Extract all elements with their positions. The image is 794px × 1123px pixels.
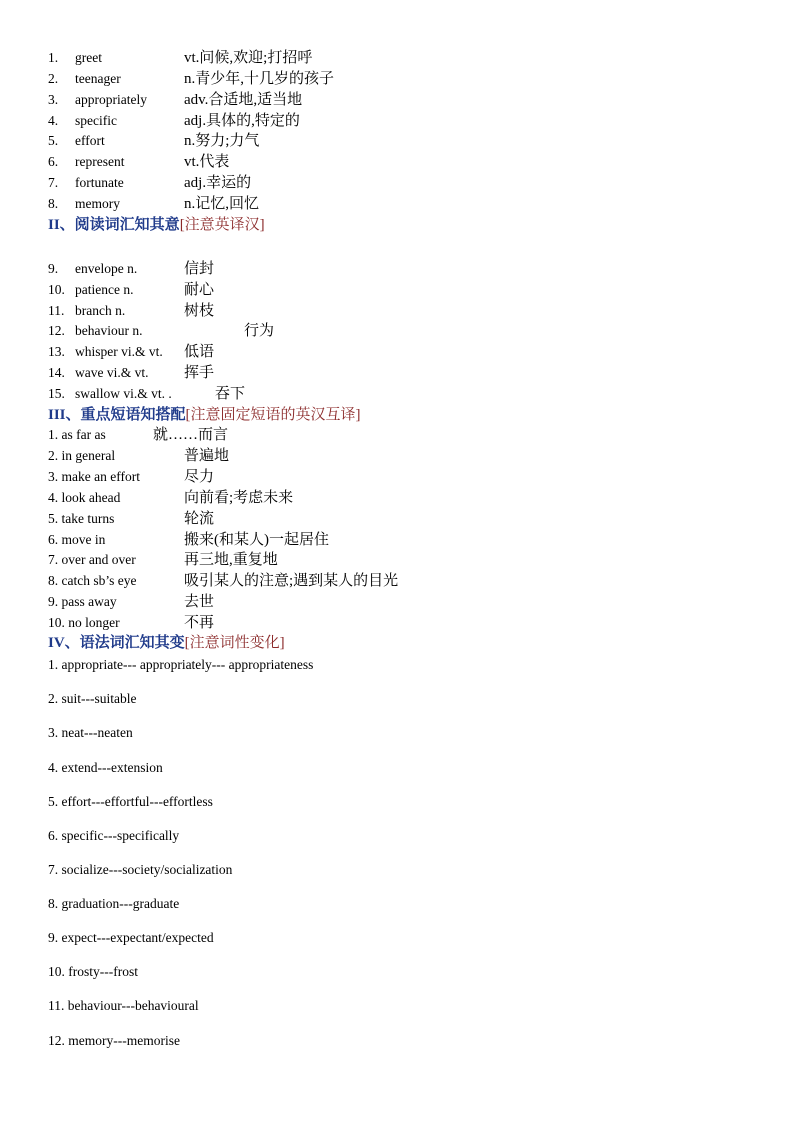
item-phrase: 1. as far as	[48, 427, 106, 442]
list-item: 7. socialize---society/socialization	[48, 862, 233, 877]
list-item: 12. memory---memorise	[48, 1033, 180, 1048]
list-item: 11. behaviour---behavioural	[48, 998, 199, 1013]
list-item: 1. appropriate--- appropriately--- appropriateness	[48, 657, 314, 672]
item-word: teenager	[75, 71, 121, 86]
item-word: behaviour n.	[75, 323, 143, 338]
section3-note: [注意固定短语的英汉互译]	[185, 407, 361, 423]
item-word: effort	[75, 133, 105, 148]
list-item: 8. graduation---graduate	[48, 896, 180, 911]
item-number: 2.	[48, 71, 59, 86]
item-meaning: 再三地,重复地	[184, 552, 278, 568]
item-meaning: 挥手	[184, 365, 215, 381]
item-number: 15.	[48, 386, 65, 401]
item-meaning: 树枝	[184, 303, 215, 319]
item-word: patience n.	[75, 282, 134, 297]
item-meaning: 低语	[184, 344, 215, 360]
item-number: 14.	[48, 365, 65, 380]
item-word: specific	[75, 113, 117, 128]
item-number: 8.	[48, 196, 59, 211]
item-meaning: n.青少年,十几岁的孩子	[184, 71, 335, 87]
item-meaning: 行为	[244, 323, 275, 339]
item-meaning: 吸引某人的注意;遇到某人的目光	[184, 573, 399, 589]
item-phrase: 6. move in	[48, 532, 106, 547]
item-number: 12.	[48, 323, 65, 338]
item-meaning: 向前看;考虑未来	[184, 490, 294, 506]
item-meaning: 耐心	[184, 282, 215, 298]
list-item: 2. suit---suitable	[48, 691, 137, 706]
item-number: 4.	[48, 113, 59, 128]
section2-note: [注意英译汉]	[179, 217, 265, 233]
item-number: 1.	[48, 50, 59, 65]
item-meaning: adj.幸运的	[184, 175, 252, 191]
item-meaning: 去世	[184, 594, 215, 610]
item-meaning: vt.代表	[184, 154, 230, 170]
item-phrase: 2. in general	[48, 448, 116, 463]
item-meaning: n.记忆,回忆	[184, 196, 260, 212]
item-number: 9.	[48, 261, 59, 276]
list-item: 9. expect---expectant/expected	[48, 930, 214, 945]
item-meaning: 轮流	[184, 511, 215, 527]
item-number: 3.	[48, 92, 59, 107]
item-word: envelope n.	[75, 261, 138, 276]
item-word: represent	[75, 154, 125, 169]
item-word: greet	[75, 50, 102, 65]
item-meaning: adv.合适地,适当地	[184, 92, 303, 108]
section3-title: III、重点短语知搭配	[48, 407, 186, 423]
list-item: 4. extend---extension	[48, 760, 163, 775]
item-number: 11.	[48, 303, 65, 318]
item-meaning: 不再	[184, 615, 215, 631]
item-phrase: 5. take turns	[48, 511, 115, 526]
item-phrase: 10. no longer	[48, 615, 120, 630]
item-meaning: n.努力;力气	[184, 133, 260, 149]
section4-note: [注意词性变化]	[184, 635, 285, 651]
item-number: 13.	[48, 344, 65, 359]
list-item: 10. frosty---frost	[48, 964, 138, 979]
list-item: 6. specific---specifically	[48, 828, 180, 843]
item-phrase: 7. over and over	[48, 552, 136, 567]
section4-title: IV、语法词汇知其变	[48, 635, 185, 651]
item-word: fortunate	[75, 175, 124, 190]
item-phrase: 8. catch sb’s eye	[48, 573, 137, 588]
item-meaning: vt.问候,欢迎;打招呼	[184, 50, 313, 66]
section2-heading	[48, 214, 265, 236]
item-word: memory	[75, 196, 120, 211]
item-word: wave vi.& vt.	[75, 365, 149, 380]
item-meaning: adj.具体的,特定的	[184, 113, 300, 129]
item-word: branch n.	[75, 303, 126, 318]
item-meaning: 尽力	[184, 469, 215, 485]
item-meaning: 搬来(和某人)一起居住	[184, 532, 329, 548]
section2-title: II、阅读词汇知其意	[48, 217, 180, 233]
item-word: appropriately	[75, 92, 147, 107]
item-number: 6.	[48, 154, 59, 169]
item-word: whisper vi.& vt.	[75, 344, 163, 359]
item-meaning: 吞下	[215, 386, 246, 402]
item-phrase: 9. pass away	[48, 594, 117, 609]
list-item: 3. neat---neaten	[48, 725, 133, 740]
item-number: 10.	[48, 282, 65, 297]
item-number: 7.	[48, 175, 59, 190]
item-phrase: 3. make an effort	[48, 469, 140, 484]
item-meaning: 就……而言	[153, 427, 229, 443]
list-item: 5. effort---effortful---effortless	[48, 794, 213, 809]
item-phrase: 4. look ahead	[48, 490, 121, 505]
section4-heading	[48, 632, 285, 654]
item-meaning: 普遍地	[184, 448, 230, 464]
item-word: swallow vi.& vt. .	[75, 386, 172, 401]
section3-heading	[48, 404, 361, 426]
item-number: 5.	[48, 133, 59, 148]
item-meaning: 信封	[184, 261, 215, 277]
